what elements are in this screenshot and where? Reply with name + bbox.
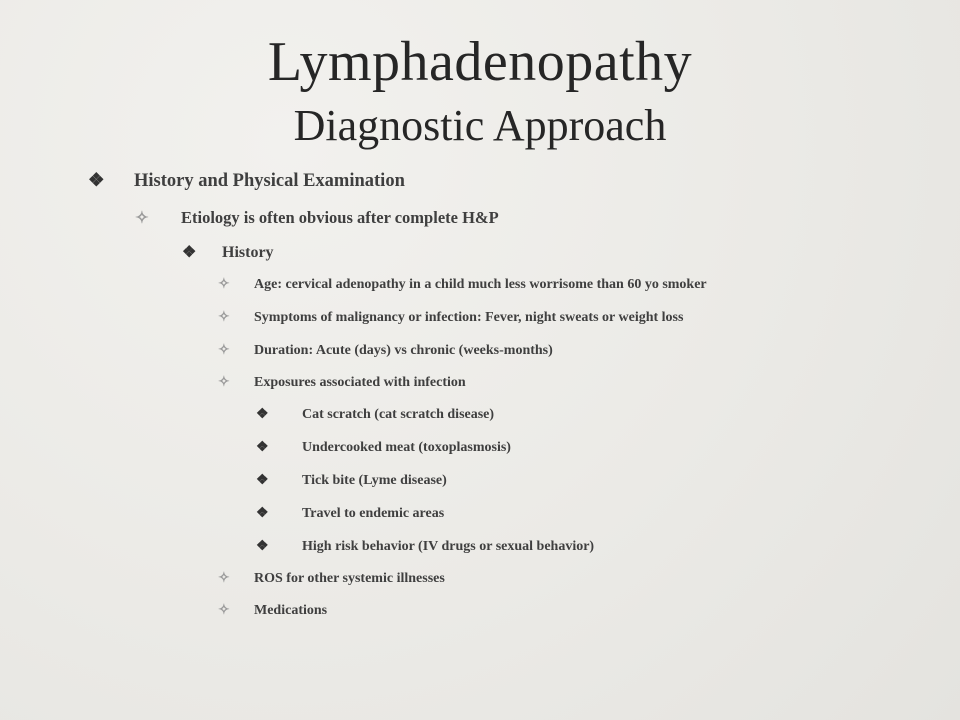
- bullet-text: History and Physical Examination: [134, 171, 405, 191]
- star-bullet-icon: ✧: [218, 603, 230, 618]
- bullet-high-risk: [256, 538, 594, 555]
- bullet-text: High risk behavior (IV drugs or sexual behavior): [302, 539, 595, 554]
- bullet-text: Tick bite (Lyme disease): [302, 473, 447, 488]
- star-bullet-icon: ✧: [135, 208, 149, 227]
- diamond-bullet-icon: ❖: [256, 473, 269, 488]
- bullet-etiology: [135, 208, 499, 228]
- bullet-text: Duration: Acute (days) vs chronic (weeks-months): [254, 343, 553, 358]
- bullet-text: Etiology is often obvious after complete H&P: [181, 208, 499, 227]
- slide-subtitle: Diagnostic Approach: [293, 101, 667, 150]
- star-bullet-icon: ✧: [218, 310, 230, 325]
- bullet-text: Medications: [254, 603, 328, 618]
- bullet-duration: [218, 342, 553, 359]
- bullet-tick-bite: [256, 472, 447, 489]
- bullet-history: [182, 242, 274, 262]
- diamond-bullet-icon: ❖: [256, 440, 269, 455]
- diamond-bullet-icon: ❖: [88, 171, 105, 191]
- star-bullet-icon: ✧: [218, 343, 230, 358]
- diamond-bullet-icon: ❖: [256, 506, 269, 521]
- diamond-bullet-icon: ❖: [182, 244, 197, 261]
- star-bullet-icon: ✧: [218, 571, 230, 586]
- bullet-text: ROS for other systemic illnesses: [254, 571, 445, 586]
- bullet-symptoms: [218, 309, 683, 326]
- bullet-age: [218, 276, 707, 293]
- slide-title: Lymphadenopathy: [267, 31, 693, 93]
- bullet-text: History: [222, 244, 274, 261]
- bullet-history-physical: [88, 170, 405, 192]
- bullet-text: Travel to endemic areas: [302, 506, 445, 521]
- bullet-travel: [256, 505, 444, 522]
- star-bullet-icon: ✧: [218, 375, 230, 390]
- bullet-text: Cat scratch (cat scratch disease): [302, 407, 495, 422]
- bullet-text: Age: cervical adenopathy in a child much less worrisome than 60 yo smoker: [254, 277, 707, 292]
- bullet-ros: [218, 570, 445, 587]
- diamond-bullet-icon: ❖: [256, 539, 269, 554]
- bullet-exposures: [218, 374, 466, 391]
- star-bullet-icon: ✧: [218, 277, 230, 292]
- bullet-text: Undercooked meat (toxoplasmosis): [302, 440, 511, 455]
- bullet-undercooked-meat: [256, 439, 511, 456]
- bullet-text: Symptoms of malignancy or infection: Fever, night sweats or weight loss: [254, 310, 684, 325]
- bullet-cat-scratch: [256, 406, 494, 423]
- bullet-text: Exposures associated with infection: [254, 375, 466, 390]
- bullet-medications: [218, 602, 327, 619]
- diamond-bullet-icon: ❖: [256, 407, 269, 422]
